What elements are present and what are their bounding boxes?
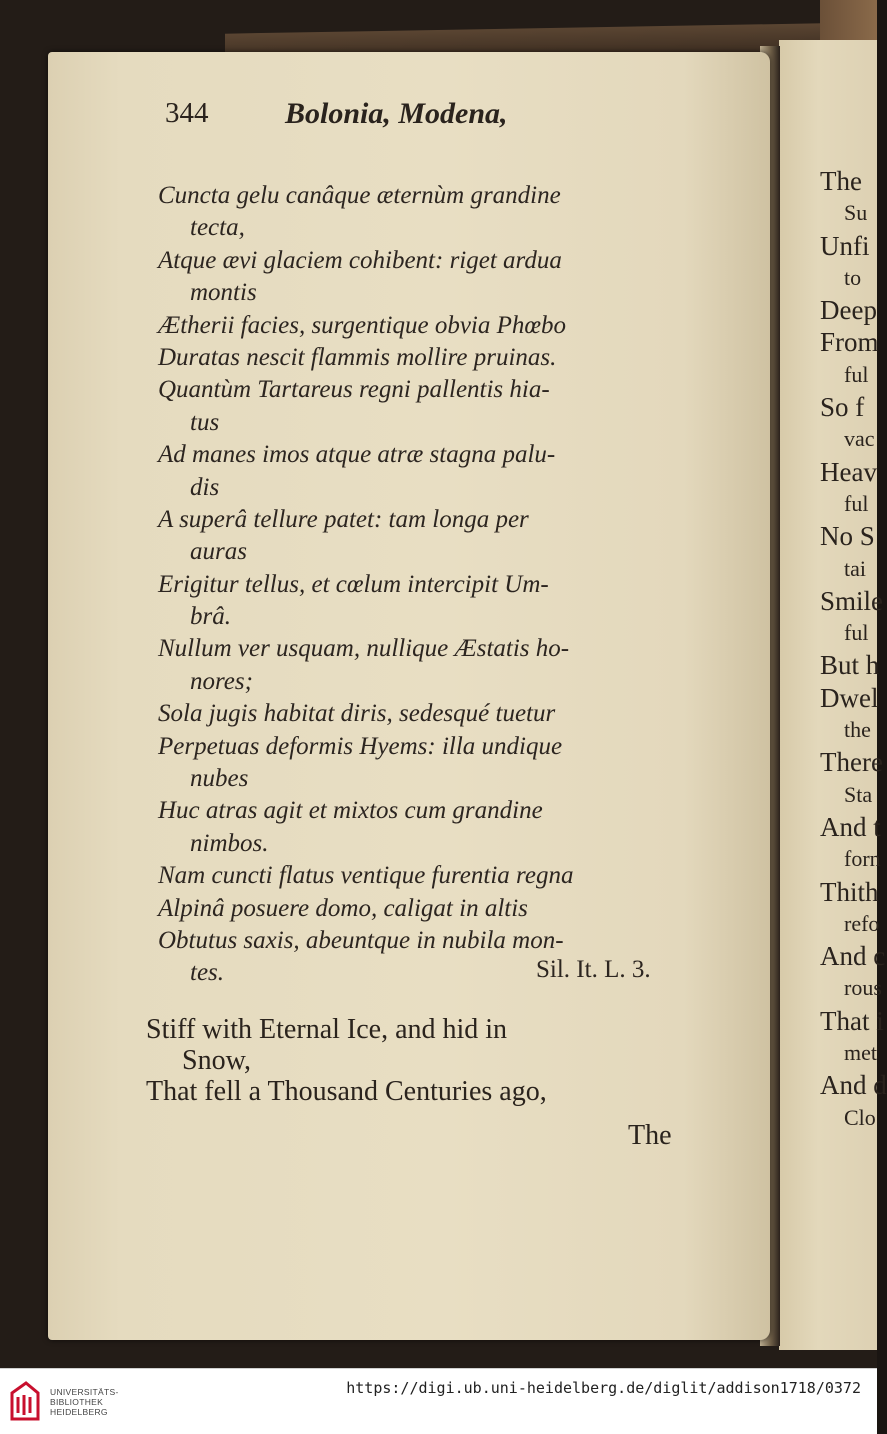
latin-verse-line: Erigitur tellus, et cœlum intercipit Um- [158,570,549,598]
latin-verse-line: auras [190,538,247,566]
facing-page-line-fragment: The [820,166,862,196]
facing-page-line-fragment: And d [820,1070,887,1101]
facing-page-line-fragment: And t [820,811,881,842]
english-verse-line: Snow, [182,1045,251,1076]
viewer-footer [0,1368,877,1434]
facing-page-line-fragment: Sta [844,781,873,807]
facing-page-line-fragment: the [844,717,871,743]
page-url-link[interactable]: https://digi.ub.uni-heidelberg.de/diglit/addison1718/0372 [346,1379,861,1397]
facing-page-line-fragment: tai [844,555,866,581]
facing-page-line-fragment: refo [844,910,880,936]
facing-page-line-fragment: ful [844,620,869,646]
facing-page-line-fragment: Unfi [820,230,870,261]
latin-verse-line: Sola jugis habitat diris, sedesqué tuetur [158,700,556,728]
facing-page-line-fragment: And c [820,941,886,972]
facing-page-line-fragment: So f [820,392,865,423]
latin-verse-line: brâ. [190,603,231,631]
facing-page-line-fragment: Heav [820,456,877,487]
facing-page-text [820,165,887,1134]
facing-page-line-fragment: forn [844,846,881,872]
latin-verse-line: dis [190,473,220,501]
running-head [165,97,705,139]
latin-verse-line: montis [190,279,257,307]
latin-verse-block [158,180,708,990]
facing-page-line-fragment: Deep [820,295,877,326]
facing-page-line-fragment: No S [820,521,875,552]
page-url[interactable] [346,1379,861,1397]
latin-verse-line: Ætherii facies, surgentique obvia Phœbo [158,311,567,339]
facing-page-line-fragment: rous [844,975,882,1001]
catchword: The [628,1120,672,1151]
latin-verse-line: A superâ tellure patet: tam longa per [158,505,529,533]
latin-verse-line: Nullum ver usquam, nullique Æstatis ho- [158,635,570,663]
facing-page-line-fragment: Su [844,200,868,226]
latin-verse-line: tes. [190,959,225,987]
latin-verse-line: Huc atras agit et mixtos cum grandine [158,797,543,825]
latin-verse-line: nores; [190,667,253,695]
latin-verse-line: Quantùm Tartareus regni pallentis hia- [158,376,550,404]
verse-citation: Sil. It. L. 3. [536,956,651,983]
latin-verse-line: tecta, [190,214,245,242]
facing-page-line-fragment: met [844,1040,877,1066]
page-number: 344 [165,97,209,129]
library-name [50,1387,119,1417]
facing-page-line-fragment: But h [820,650,880,681]
latin-verse-line: Duratas nescit flammis mollire pruinas. [158,343,557,371]
english-verse-line: Stiff with Eternal Ice, and hid in [146,1014,508,1045]
facing-page-line-fragment: That i [820,1005,884,1036]
facing-page-line-fragment: Clo [844,1104,876,1130]
facing-page-line-fragment: to [844,264,862,290]
latin-verse-line: nimbos. [190,829,269,857]
latin-verse-line: nubes [190,765,249,793]
facing-page-line-fragment: Dwel [820,682,879,713]
library-name-line: HEIDELBERG [50,1407,108,1417]
facing-page-line-fragment: From [820,327,879,358]
running-head-title: Bolonia, Modena, [285,97,508,130]
facing-page-line-fragment: Smile [820,585,884,616]
latin-verse-line: Cuncta gelu canâque æternùm grandine [158,182,561,209]
latin-verse-line: tus [190,408,220,436]
latin-verse-line: Perpetuas deformis Hyems: illa undique [158,732,563,760]
library-name-line: UNIVERSITÄTS- [50,1387,119,1397]
facing-page-line-fragment: There [820,747,883,778]
latin-verse-line: Obtutus saxis, abeuntque in nubila mon- [158,926,564,954]
facing-page-line-fragment: vac [844,426,875,452]
english-verse-line: That fell a Thousand Centuries ago, [146,1076,547,1107]
english-verse-block [146,1014,706,1107]
latin-verse-line: Atque ævi glaciem cohibent: riget ardua [158,246,562,274]
latin-verse-line: Ad manes imos atque atræ stagna palu- [158,441,556,469]
facing-page-line-fragment: ful [844,490,869,516]
book-cover-corner [820,0,877,40]
latin-verse-line: Nam cuncti flatus ventique furentia regna [158,862,574,890]
facing-page-line-fragment: Thith [820,876,879,907]
library-logo-icon [8,1379,42,1423]
library-name-line: BIBLIOTHEK [50,1397,104,1407]
facing-page-line-fragment: ful [844,361,869,387]
latin-verse-line: Alpinâ posuere domo, caligat in altis [158,894,528,922]
